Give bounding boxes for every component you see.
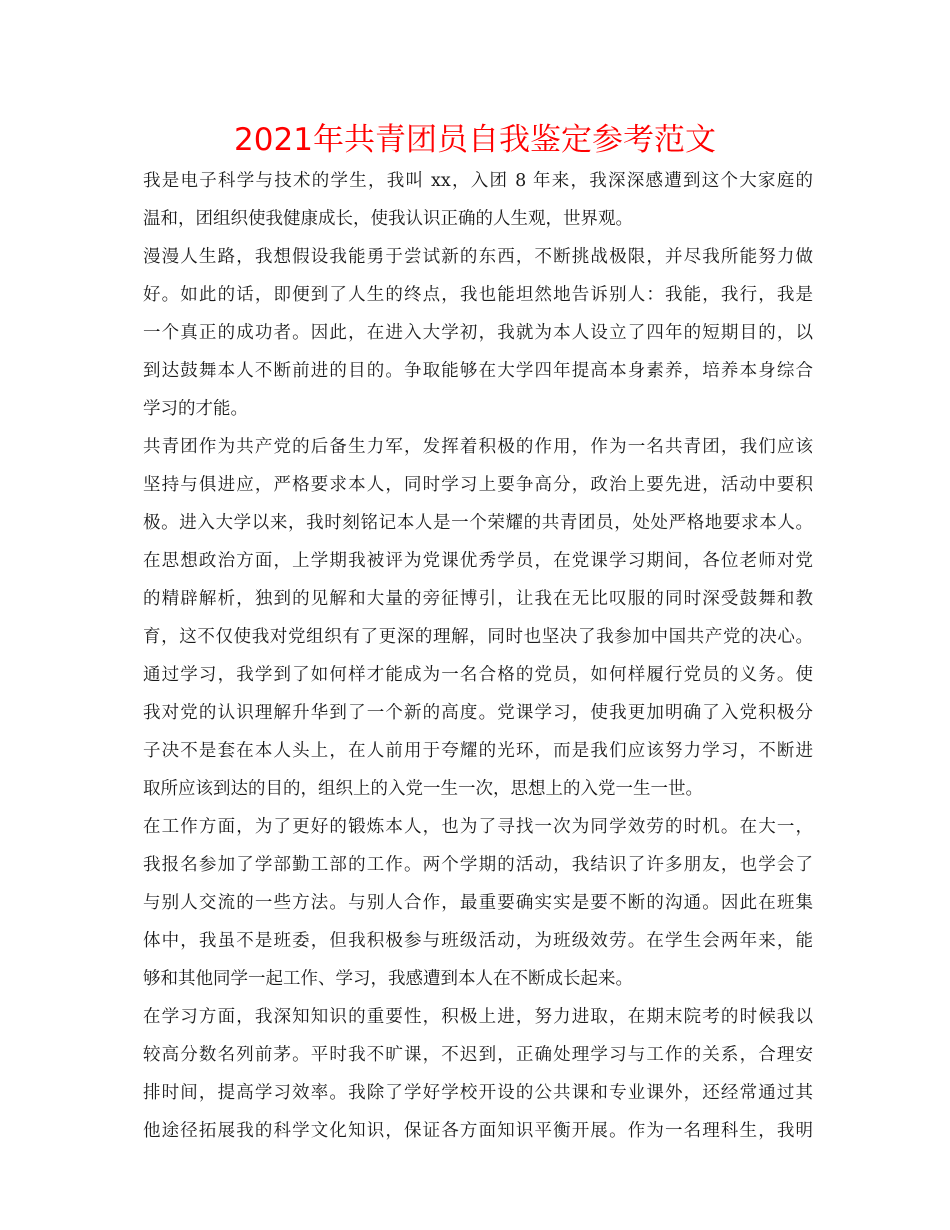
text-line: 在思想政治方面，上学期我被评为党课优秀学员，在党课学习期间，各位老师对党 <box>143 551 813 571</box>
text-line: 在工作方面，为了更好的锻炼本人，也为了寻找一次为同学效劳的时机。在大一， <box>143 817 813 837</box>
text-line: 子决不是套在本人头上，在人前用于夸耀的光环，而是我们应该努力学习，不断进 <box>143 741 813 761</box>
text-line: 较高分数名列前茅。平时我不旷课，不迟到，正确处理学习与工作的关系，合理安 <box>143 1045 813 1065</box>
text-line: 坚持与俱进应，严格要求本人，同时学习上要争高分，政治上要先进，活动中要积 <box>143 475 813 495</box>
document-body <box>143 162 813 1150</box>
text-line: 与别人交流的一些方法。与别人合作，最重要确实实是要不断的沟通。因此在班集 <box>143 893 813 913</box>
text-line: 我对党的认识理解升华到了一个新的高度。党课学习，使我更加明确了入党积极分 <box>143 703 813 723</box>
text-line: 的精辟解析，独到的见解和大量的旁征博引，让我在无比叹服的同时深受鼓舞和教 <box>143 589 813 609</box>
text-line: 漫漫人生路，我想假设我能勇于尝试新的东西，不断挑战极限，并尽我所能努力做 <box>143 247 813 267</box>
text-line: 够和其他同学一起工作、学习，我感遭到本人在不断成长起来。 <box>143 969 633 989</box>
text-line: 体中，我虽不是班委，但我积极参与班级活动，为班级效劳。在学生会两年来，能 <box>143 931 813 951</box>
text-line: 我报名参加了学部勤工部的工作。两个学期的活动，我结识了许多朋友，也学会了 <box>143 855 813 875</box>
text-line: 到达鼓舞本人不断前进的目的。争取能够在大学四年提高本身素养，培养本身综合 <box>143 361 813 381</box>
text-line: 他途径拓展我的科学文化知识，保证各方面知识平衡开展。作为一名理科生，我明 <box>143 1121 813 1141</box>
text-line: 共青团作为共产党的后备生力军，发挥着积极的作用，作为一名共青团，我们应该 <box>143 437 813 457</box>
text-line: 温和，团组织使我健康成长，使我认识正确的人生观，世界观。 <box>143 209 633 229</box>
text-line: 取所应该到达的目的，组织上的入党一生一次，思想上的入党一生一世。 <box>143 779 703 799</box>
text-line: 一个真正的成功者。因此，在进入大学初，我就为本人设立了四年的短期目的，以 <box>143 323 813 343</box>
document-title: 2021年共青团员自我鉴定参考范文 <box>234 122 716 158</box>
text-line: 我是电子科学与技术的学生，我叫 xx，入团 8 年来，我深深感遭到这个大家庭的 <box>143 171 813 191</box>
text-line: 通过学习，我学到了如何样才能成为一名合格的党员，如何样履行党员的义务。使 <box>143 665 813 685</box>
text-line: 在学习方面，我深知知识的重要性，积极上进，努力进取，在期末院考的时候我以 <box>143 1007 813 1027</box>
text-line: 极。进入大学以来，我时刻铭记本人是一个荣耀的共青团员，处处严格地要求本人。 <box>143 513 813 533</box>
text-line: 排时间，提高学习效率。我除了学好学校开设的公共课和专业课外，还经常通过其 <box>143 1083 813 1103</box>
text-line: 育，这不仅使我对党组织有了更深的理解，同时也坚决了我参加中国共产党的决心。 <box>143 627 813 647</box>
text-line: 学习的才能。 <box>143 399 248 419</box>
text-line: 好。如此的话，即便到了人生的终点，我也能坦然地告诉别人：我能，我行，我是 <box>143 285 813 305</box>
